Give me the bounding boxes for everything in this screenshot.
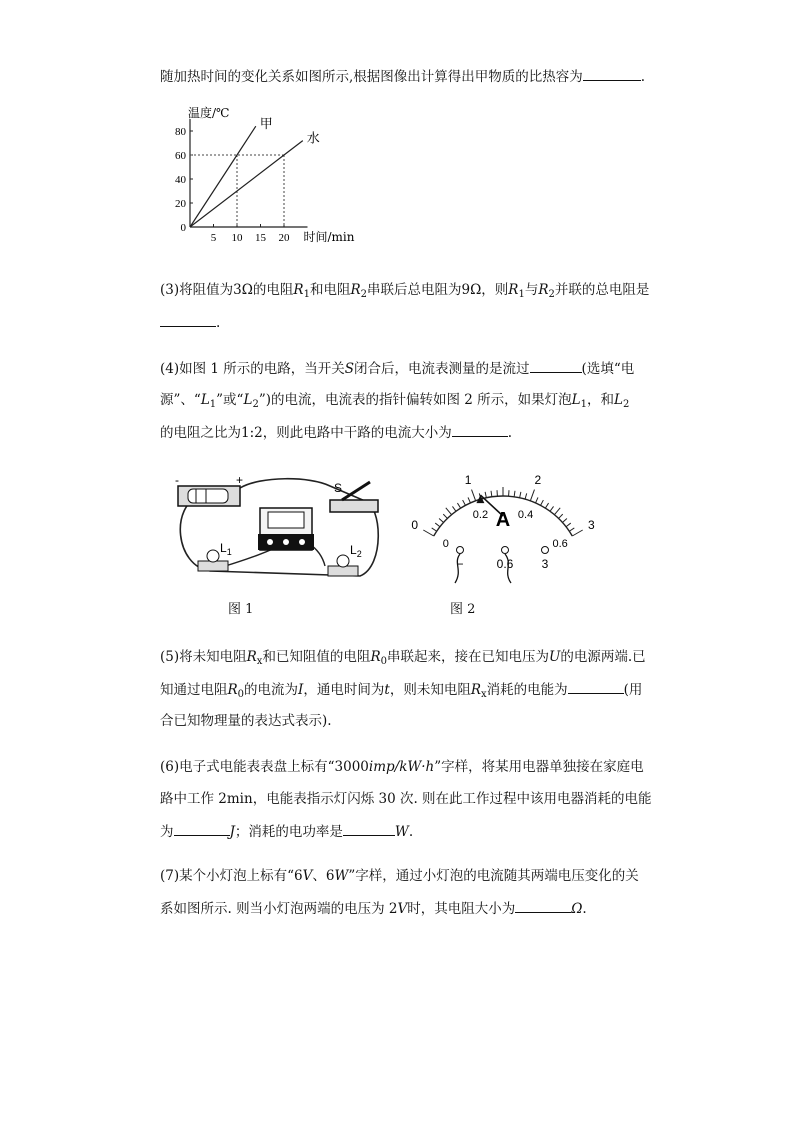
- q5-text-1d: 的电源两端.已: [560, 649, 646, 665]
- y-tick-label: 20: [175, 198, 186, 210]
- q4-line3: [160, 422, 512, 443]
- x-tick-label: 10: [231, 232, 243, 244]
- q6-text-1a: (6)电子式电能表表盘上标有“3000: [160, 759, 369, 775]
- lamp-l1-sub: 1: [226, 547, 232, 557]
- r0-sub-b: 0: [237, 689, 245, 700]
- temperature-time-chart: [160, 105, 380, 245]
- terminal-icon: [502, 547, 509, 554]
- q4-text-2b: ”或“: [216, 392, 244, 408]
- q3-end: .: [216, 315, 221, 331]
- ammeter-dial: [268, 512, 304, 528]
- terminal-label: 3: [541, 557, 549, 571]
- r1-sub-b: 1: [518, 289, 525, 300]
- y-tick-label: 80: [175, 126, 186, 138]
- q6-unit: imp/kW·h: [368, 759, 435, 775]
- series-label-1: 水: [306, 131, 320, 147]
- dial-tick: [545, 503, 548, 508]
- q7-line2: [160, 898, 587, 919]
- q3-mid1: 和电阻: [309, 282, 351, 298]
- battery-icon: [188, 489, 228, 503]
- r1-symbol-b: R: [508, 282, 519, 298]
- x-tick-label: 15: [255, 232, 266, 244]
- q7-text-2a: 系如图所示. 则当小灯泡两端的电压为 2: [160, 901, 398, 917]
- l1-sub-b: 1: [580, 399, 587, 410]
- dial-tick: [435, 523, 440, 527]
- x-tick-label: 5: [210, 232, 217, 244]
- y-axis-label: 温度/℃: [188, 106, 230, 120]
- q4-text-2a: 源”、“: [160, 392, 201, 408]
- terminal: [299, 539, 305, 545]
- series-label-0: 甲: [259, 117, 273, 133]
- q2-text: 随加热时间的变化关系如图所示,根据图像出计算得出甲物质的比热容为: [160, 69, 583, 85]
- q3-mid3: 与: [524, 282, 539, 298]
- lamp-l2-label: [350, 543, 362, 559]
- terminal: [283, 539, 289, 545]
- q4-text-2d: ，和: [587, 392, 614, 408]
- switch-label: S: [334, 481, 343, 495]
- q4-line1: [160, 358, 634, 379]
- answer-blank[interactable]: [515, 898, 571, 913]
- q5-line3: [160, 711, 332, 731]
- x-axis-label: 时间/min: [303, 230, 355, 244]
- terminal-label: −: [456, 557, 464, 571]
- q7-text-1c: ”字样，通过小灯泡的电流随其两端电压变化的关: [348, 868, 639, 884]
- q4-end: .: [507, 425, 513, 441]
- answer-blank[interactable]: [343, 821, 395, 836]
- r2-symbol: R: [350, 282, 361, 298]
- q3-mid2: 串联后总电阻为9Ω，则: [367, 282, 509, 298]
- dial-tick: [514, 491, 515, 497]
- dial-tick: [423, 530, 433, 536]
- joule-unit: J: [229, 824, 235, 840]
- l1-sub: 1: [209, 399, 217, 410]
- volt-unit-b: V: [397, 901, 408, 917]
- q4-text-3a: 的电阻之比为1:2，则此电路中干路的电流大小为: [160, 425, 452, 441]
- q6-line2: [160, 789, 652, 809]
- rx-sub: x: [256, 656, 263, 667]
- l1-symbol-b: L: [571, 392, 581, 408]
- answer-blank[interactable]: [174, 821, 230, 836]
- answer-blank[interactable]: [452, 422, 508, 437]
- watt-unit: W: [394, 824, 409, 840]
- q7-text-1b: 、6: [312, 868, 335, 884]
- dial-tick: [432, 528, 437, 531]
- ohm-unit: Ω: [571, 901, 583, 917]
- r1-symbol: R: [293, 282, 304, 298]
- q2-end: .: [640, 69, 646, 85]
- r2-symbol-b: R: [538, 282, 549, 298]
- dial-tick: [530, 490, 534, 501]
- q6-text-3a: 为: [160, 824, 174, 840]
- dial-tick: [472, 490, 476, 501]
- dial-bottom-label: 0.4: [517, 508, 534, 521]
- terminal-label: 0.6: [496, 557, 514, 571]
- dial-tick: [562, 518, 566, 522]
- figure-1-caption: 图 1: [228, 602, 254, 617]
- dial-top-label: 2: [534, 473, 542, 488]
- switch-base: [330, 500, 378, 512]
- watt-unit: W: [334, 868, 349, 884]
- q3-line1: [160, 280, 649, 305]
- rx-sub-b: x: [481, 689, 487, 700]
- lamp-l1-icon: [207, 550, 219, 562]
- dial-bottom-label: 0.6: [552, 538, 568, 550]
- dial-bottom-label: 0.2: [472, 508, 489, 521]
- y-tick-label: 0: [180, 222, 186, 234]
- rx-symbol: R: [246, 649, 257, 665]
- terminal: [267, 539, 273, 545]
- dial-tick: [439, 518, 443, 522]
- r2-sub: 2: [360, 289, 367, 300]
- q5-text-2f: (用: [623, 682, 643, 698]
- series-line-0: [190, 126, 256, 227]
- lamp-l2-letter: L: [350, 543, 357, 557]
- q4-text-2c: ”)的电流，电流表的指针偏转如图 2 所示，如果灯泡: [258, 392, 572, 408]
- dial-tick: [457, 503, 460, 508]
- q6-text-1b: ”字样，将某用电器单独接在家庭电: [434, 759, 644, 775]
- switch-symbol: S: [344, 361, 355, 377]
- q6-end: .: [408, 824, 414, 840]
- dial-tick: [443, 514, 447, 518]
- q6-text-2: 路中工作 2min，电能表指示灯闪烁 30 次. 则在此工作过程中该用电器消耗的电能: [160, 791, 652, 807]
- dial-tick: [520, 492, 521, 498]
- lamp-l2-icon: [337, 555, 349, 567]
- answer-blank[interactable]: [583, 66, 641, 81]
- r0-symbol: R: [370, 649, 381, 665]
- q6-text-3b: ；消耗的电功率是: [234, 824, 343, 840]
- q7-text-2b: 时，其电阻大小为: [407, 901, 516, 917]
- dial-unit-label: A: [495, 509, 511, 531]
- q5-text-3: 合已知物理量的表达式表示).: [160, 713, 332, 729]
- answer-blank[interactable]: [568, 679, 624, 694]
- lamp-l2-sub: 2: [356, 549, 362, 559]
- dial-top-label: 0: [411, 518, 419, 532]
- rx-symbol-b: R: [470, 682, 481, 698]
- dial-tick: [463, 500, 466, 505]
- q3-mid4: 并联的总电阻是: [554, 282, 650, 298]
- dial-tick: [491, 491, 492, 497]
- q5-text-2d: ，则未知电阻: [389, 682, 471, 698]
- q7-line1: [160, 866, 639, 886]
- q5-text-2a: 知通过电阻: [160, 682, 228, 698]
- q5-text-1b: 和已知阻值的电阻: [262, 649, 371, 665]
- y-tick-label: 60: [175, 150, 186, 162]
- terminal-icon: [542, 547, 549, 554]
- dial-bottom-label: 0: [442, 538, 449, 550]
- q6-line1: [160, 757, 644, 777]
- u-symbol: U: [548, 649, 561, 665]
- dial-tick: [569, 528, 574, 531]
- circuit-figure-1: [170, 466, 390, 586]
- r2-sub-b: 2: [548, 289, 555, 300]
- q5-line2: [160, 679, 642, 705]
- q4-text-1c: (选填“电: [581, 361, 635, 377]
- l2-sub: 2: [252, 399, 259, 410]
- q3-line2: [160, 312, 220, 333]
- figure-2-caption: 图 2: [450, 602, 476, 617]
- q5-text-2c: ，通电时间为: [303, 682, 385, 698]
- answer-blank[interactable]: [530, 358, 582, 373]
- plus-terminal-label: +: [236, 473, 244, 487]
- l2-symbol: L: [243, 392, 253, 408]
- q5-text-1a: (5)将未知电阻: [160, 649, 247, 665]
- minus-terminal-label: -: [175, 473, 179, 487]
- series-line-1: [190, 141, 303, 227]
- y-tick-label: 40: [175, 174, 186, 186]
- dial-tick: [559, 514, 563, 518]
- dial-tick: [554, 508, 560, 515]
- i-symbol: I: [298, 682, 304, 698]
- lamp-l1-label: [220, 541, 232, 557]
- terminal-icon: [457, 547, 464, 554]
- x-tick-label: 20: [278, 232, 290, 244]
- q4-text-1a: (4)如图 1 所示的电路，当开关: [160, 361, 345, 377]
- volt-unit: V: [302, 868, 313, 884]
- q5-text-2e: 消耗的电能为: [486, 682, 568, 698]
- l1-symbol: L: [200, 392, 210, 408]
- l2-symbol-b: L: [614, 392, 623, 408]
- q7-text-1a: (7)某个小灯泡上标有“6: [160, 868, 303, 884]
- q4-line2: [160, 390, 629, 415]
- answer-blank[interactable]: [160, 312, 216, 327]
- r1-sub: 1: [303, 289, 310, 300]
- dial-tick: [468, 497, 470, 502]
- q2-line: [160, 66, 645, 87]
- q5-text-1c: 串联起来，接在已知电压为: [386, 649, 549, 665]
- dial-tick: [536, 497, 538, 502]
- dial-tick: [525, 493, 527, 499]
- q5-text-2b: 的电流为: [244, 682, 299, 698]
- dial-tick: [566, 523, 571, 527]
- dial-tick: [446, 508, 452, 515]
- l2-sub-b: 2: [622, 399, 630, 410]
- q6-line3: [160, 821, 413, 842]
- q5-line1: [160, 647, 646, 672]
- lamp-l1-letter: L: [220, 541, 227, 555]
- q4-text-1b: 闭合后，电流表测量的是流过: [354, 361, 530, 377]
- t-symbol: t: [384, 682, 390, 698]
- dial-tick: [550, 506, 554, 511]
- r0-sub: 0: [380, 656, 387, 667]
- q7-end: .: [582, 901, 587, 917]
- dial-tick: [485, 492, 486, 498]
- dial-tick: [541, 500, 544, 505]
- dial-top-label: 3: [587, 518, 595, 532]
- q3-prefix: (3)将阻值为3Ω的电阻: [160, 282, 294, 298]
- ammeter-dial-figure-2: [405, 458, 605, 588]
- dial-tick: [452, 506, 456, 511]
- dial-top-label: 1: [464, 473, 472, 488]
- r0-symbol-b: R: [227, 682, 238, 698]
- dial-tick: [572, 530, 582, 536]
